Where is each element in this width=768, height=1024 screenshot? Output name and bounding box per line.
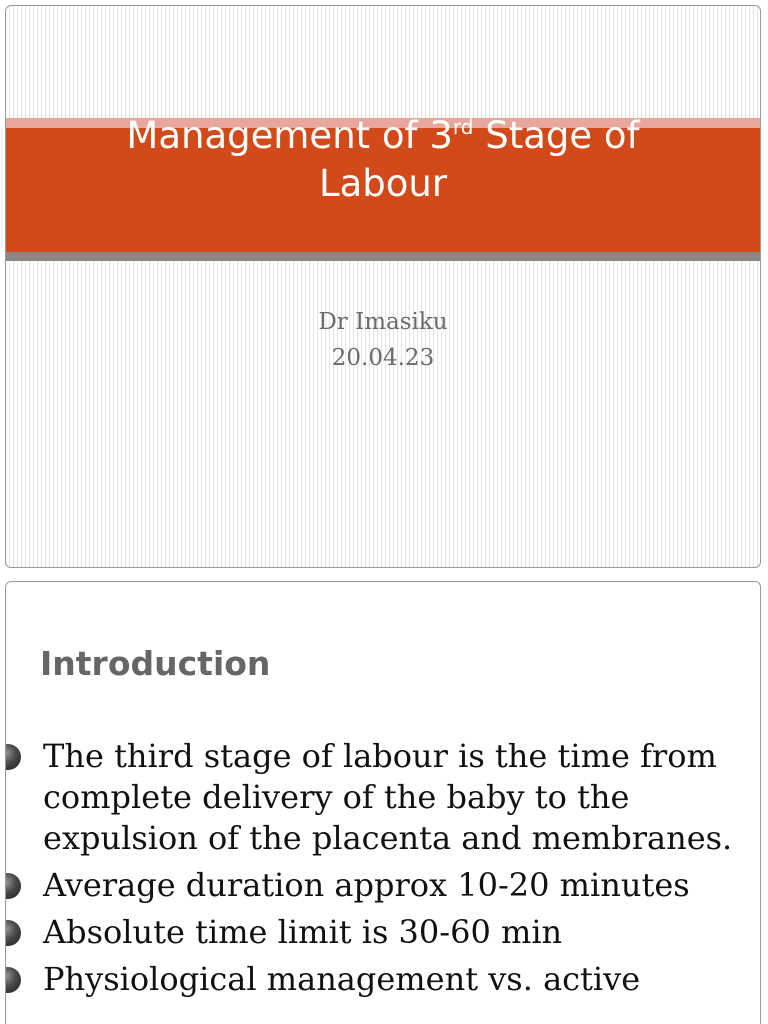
list-item xyxy=(6,959,746,1000)
bullet-icon xyxy=(5,873,21,899)
list-item xyxy=(6,865,746,906)
bullet-text: The third stage of labour is the time from complete delivery of the baby to the expulsion of the placenta and membranes. xyxy=(43,737,733,857)
slide-2 xyxy=(5,581,761,1024)
title-text-part-1: Management of 3 xyxy=(126,114,453,157)
bullet-icon xyxy=(5,744,21,770)
author-name: Dr Imasiku xyxy=(318,309,448,335)
bullet-list xyxy=(6,736,746,1006)
bullet-text: Absolute time limit is 30-60 min xyxy=(43,913,563,951)
presentation-date: 20.04.23 xyxy=(331,345,435,371)
slide-subtitle xyxy=(6,304,760,376)
slide-1 xyxy=(5,5,761,568)
slide-heading: Introduction xyxy=(40,644,271,683)
list-item xyxy=(6,736,746,859)
title-text-part-2: Stage of xyxy=(473,114,640,157)
title-band-accent-bottom xyxy=(6,252,760,261)
bullet-icon xyxy=(5,967,21,993)
title-superscript: rd xyxy=(452,115,474,139)
list-item xyxy=(6,912,746,953)
bullet-icon xyxy=(5,920,21,946)
title-text-line-2: Labour xyxy=(318,162,448,205)
slide-title xyxy=(6,112,760,208)
bullet-text: Average duration approx 10-20 minutes xyxy=(43,866,690,904)
bullet-text: Physiological management vs. active xyxy=(43,960,641,998)
